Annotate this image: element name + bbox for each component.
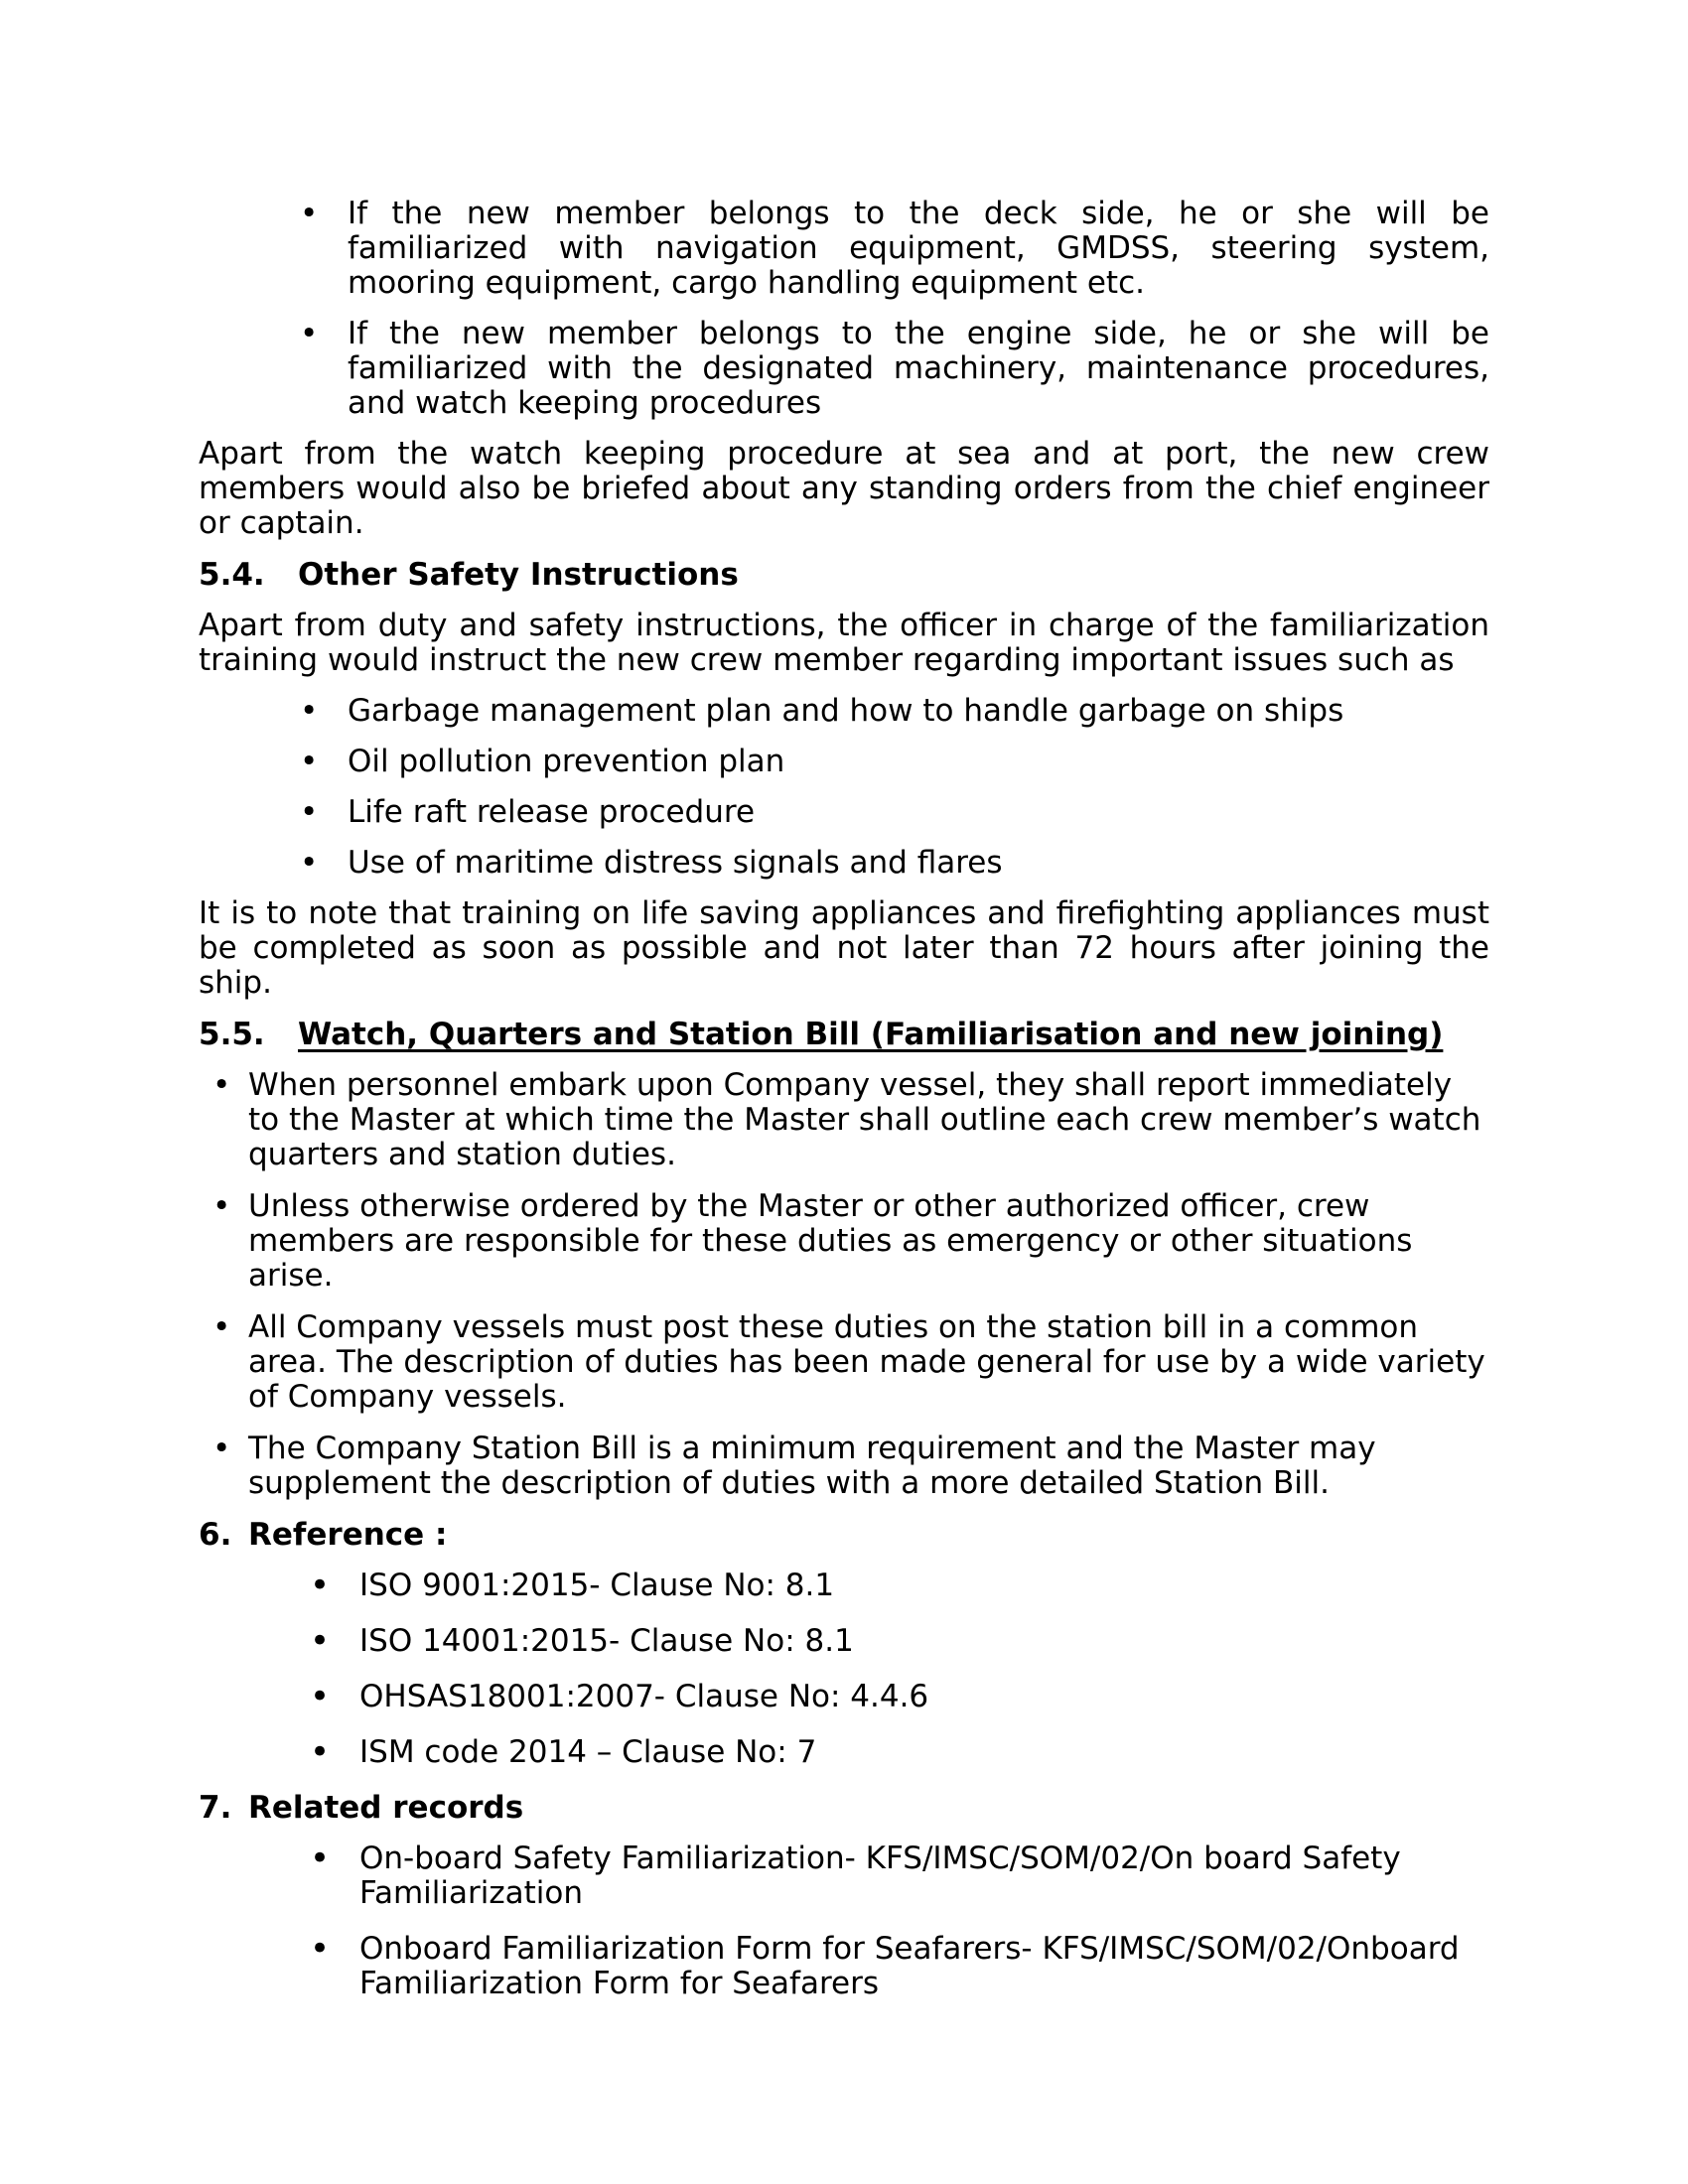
list-item-text: On-board Safety Familiarization- KFS/IMSC/SOM/02/On board Safety Familiarization [359, 1841, 1401, 1911]
reference-list [199, 1566, 1489, 1772]
list-item-text: Use of maritime distress signals and flares [348, 845, 1003, 881]
list-item-text: Life raft release procedure [348, 794, 756, 830]
intro-bullet-list [199, 197, 1489, 421]
list-item [300, 794, 1489, 830]
list-item-text: ISM code 2014 – Clause No: 7 [359, 1734, 817, 1770]
bullet-icon: • [300, 794, 319, 830]
section-title: Related records [248, 1790, 524, 1826]
list-item [300, 693, 1489, 729]
list-item-text: ISO 14001:2015- Clause No: 8.1 [359, 1623, 854, 1659]
safety-instructions-list [199, 694, 1489, 881]
list-item [212, 1431, 1489, 1501]
section-number: 6. [199, 1517, 232, 1553]
bullet-icon: • [212, 1188, 231, 1224]
list-item-text: Unless otherwise ordered by the Master or other authorized officer, crew members are responsible for these duties as emergency or other situations arise. [248, 1188, 1413, 1294]
bullet-icon: • [310, 1566, 331, 1605]
list-item [212, 1309, 1489, 1415]
list-item [310, 1621, 1489, 1661]
list-item-text: If the new member belongs to the deck side, he or she will be familiarized with navigation equipment, GMDSS, steering system, mooring equipment, cargo handling equipment etc. [348, 196, 1489, 301]
section-7-heading [199, 1791, 1489, 1826]
section-title: Watch, Quarters and Station Bill (Familiarisation and new joining) [298, 1017, 1444, 1052]
list-item-text: OHSAS18001:2007- Clause No: 4.4.6 [359, 1679, 929, 1714]
bullet-icon: • [300, 196, 319, 231]
list-item-text: Onboard Familiarization Form for Seafarers- KFS/IMSC/SOM/02/Onboard Familiarization Form for Seafarers [359, 1931, 1460, 2001]
list-item-text: The Company Station Bill is a minimum requirement and the Master may supplement the description of duties with a more detailed Station Bill. [248, 1431, 1376, 1501]
bullet-icon: • [300, 744, 319, 779]
section-5-4-heading [199, 558, 1489, 593]
list-item [310, 1566, 1489, 1605]
bullet-icon: • [310, 1732, 331, 1772]
bullet-icon: • [310, 1621, 331, 1661]
section-number: 5.5. [199, 1017, 265, 1052]
list-item-text: ISO 9001:2015- Clause No: 8.1 [359, 1568, 835, 1603]
bullet-icon: • [212, 1431, 231, 1466]
section-5-4-note: It is to note that training on life saving appliances and firefighting appliances must be completed as soon as possible and not later than 72 hours after joining the ship. [199, 895, 1489, 1001]
bullet-icon: • [212, 1309, 231, 1345]
bullet-icon: • [300, 316, 319, 351]
bullet-icon: • [310, 1929, 331, 1969]
section-5-5-heading [199, 1018, 1489, 1052]
list-item [310, 1929, 1489, 2001]
list-item [300, 196, 1489, 301]
list-item-text: If the new member belongs to the engine side, he or she will be familiarized with the designated machinery, maintenance procedures, and watch keeping procedures [348, 316, 1489, 421]
bullet-icon: • [310, 1677, 331, 1716]
related-records-list [199, 1839, 1489, 2001]
list-item [310, 1839, 1489, 1911]
list-item [212, 1067, 1489, 1172]
bullet-icon: • [300, 845, 319, 881]
section-title: Other Safety Instructions [298, 557, 739, 593]
bullet-icon: • [310, 1839, 331, 1878]
section-title: Reference : [248, 1517, 448, 1553]
section-number: 7. [199, 1790, 232, 1826]
bullet-icon: • [212, 1067, 231, 1103]
station-bill-list [199, 1068, 1489, 1501]
document-page [199, 197, 1489, 2022]
list-item [310, 1732, 1489, 1772]
section-number: 5.4. [199, 557, 265, 593]
bullet-icon: • [300, 693, 319, 729]
list-item-text: Garbage management plan and how to handle garbage on ships [348, 693, 1344, 729]
list-item-text: All Company vessels must post these duties on the station bill in a common area. The description of duties has been made general for use by a wide variety of Company vessels. [248, 1309, 1485, 1415]
list-item [300, 845, 1489, 881]
list-item [212, 1188, 1489, 1294]
list-item-text: Oil pollution prevention plan [348, 744, 785, 779]
list-item [300, 316, 1489, 421]
list-item [300, 744, 1489, 779]
watch-keeping-paragraph: Apart from the watch keeping procedure at sea and at port, the new crew members would also be briefed about any standing orders from the chief engineer or captain. [199, 436, 1489, 541]
list-item [310, 1677, 1489, 1716]
list-item-text: When personnel embark upon Company vessel, they shall report immediately to the Master at which time the Master shall outline each crew member’s watch quarters and station duties. [248, 1067, 1481, 1172]
section-6-heading [199, 1518, 1489, 1553]
section-5-4-intro: Apart from duty and safety instructions, the officer in charge of the familiarization training would instruct the new crew member regarding important issues such as [199, 608, 1489, 678]
